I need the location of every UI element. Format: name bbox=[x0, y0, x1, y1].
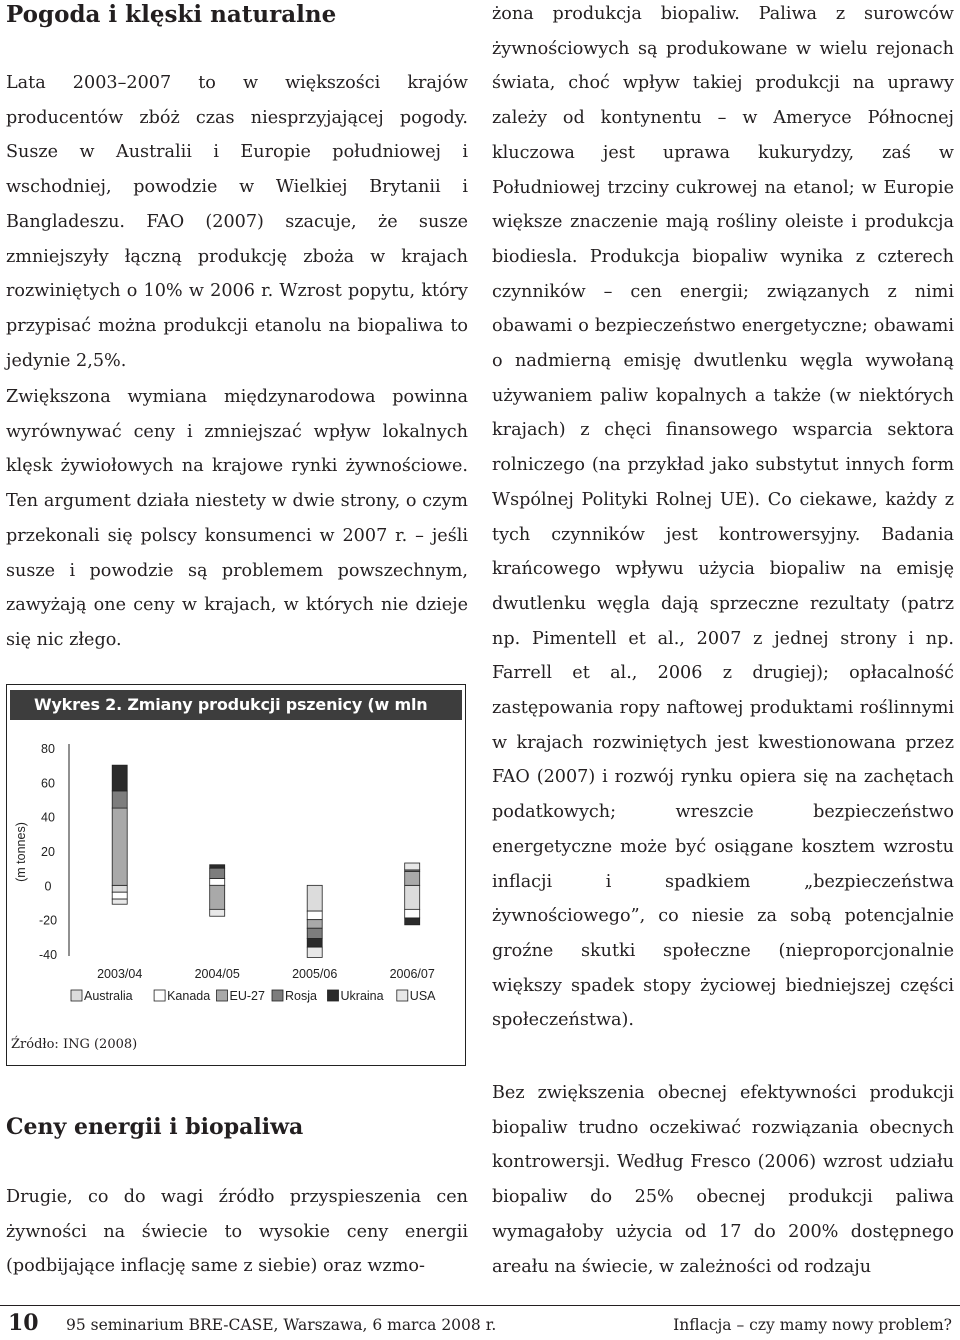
page-number: 10 bbox=[8, 1310, 39, 1336]
bar-segment bbox=[210, 885, 225, 909]
right-paragraph-2: Bez zwiększenia obecnej efektywności produkcji biopaliw trudno oczekiwać rozwiązania obecnych kontrowersji. Według Fresco (2006) wzrost udziału biopaliw do 25% obecnej produkcji paliwa wymagałoby użycia od 17 do 200% dostępnego areału na świecie, w zależności od rodzaju bbox=[492, 1083, 954, 1277]
bar-segment bbox=[307, 947, 322, 957]
bar-segment bbox=[307, 920, 322, 929]
bar-segment bbox=[405, 885, 420, 909]
bar-segment bbox=[210, 865, 225, 868]
bar-segment bbox=[405, 909, 420, 918]
footer-title: Inflacja – czy mamy nowy problem? bbox=[673, 1316, 952, 1334]
bar-segment bbox=[307, 939, 322, 948]
bar-segment bbox=[307, 885, 322, 911]
x-tick-label: 2004/05 bbox=[194, 967, 240, 981]
bar-segment bbox=[112, 899, 127, 904]
x-tick-label: 2006/07 bbox=[389, 967, 435, 981]
bar-segment bbox=[112, 885, 127, 892]
y-tick-label: 40 bbox=[41, 810, 55, 825]
y-tick-label: 60 bbox=[41, 776, 55, 791]
chart-plot bbox=[7, 685, 465, 1065]
legend-swatch bbox=[328, 990, 339, 1001]
x-tick-label: 2005/06 bbox=[292, 967, 338, 981]
y-tick-label: 0 bbox=[44, 879, 52, 894]
left-paragraph-2: Zwiększona wymiana międzynarodowa powinna wyrównywać ceny i zmniejszać wpływ lokalnych klęsk żywiołowych na krajowe rynki żywnościowe. Ten argument działa niestety w dwie strony, o czym przekonali się polscy konsumenci w 2007 r. – jeśli susze i powodzie są problemem powszechnym, zawyżają one ceny w krajach, w których nie dzieje się nic złego. bbox=[6, 387, 468, 650]
chart-title: Wykres 2. Zmiany produkcji pszenicy (w mln ton) bbox=[10, 690, 462, 720]
bar-segment bbox=[210, 909, 225, 916]
section-heading-energy: Ceny energii i biopaliwa bbox=[6, 1114, 304, 1140]
legend-label: Kanada bbox=[167, 989, 211, 1003]
section-heading-weather: Pogoda i klęski naturalne bbox=[6, 1, 337, 28]
y-tick-label: 20 bbox=[41, 845, 55, 859]
x-tick-label: 2003/04 bbox=[97, 967, 143, 981]
chart-source: Źródło: ING (2008) bbox=[11, 1037, 138, 1052]
bar-segment bbox=[112, 808, 127, 885]
legend-label: USA bbox=[409, 989, 436, 1003]
legend-swatch bbox=[397, 990, 408, 1001]
footer-divider bbox=[0, 1305, 960, 1306]
footer-event: 95 seminarium BRE-CASE, Warszawa, 6 marca 2008 r. bbox=[66, 1316, 497, 1334]
y-tick-label: 80 bbox=[41, 742, 55, 756]
legend-swatch bbox=[217, 990, 228, 1001]
y-tick-label: -40 bbox=[38, 948, 58, 962]
legend-swatch bbox=[154, 990, 165, 1001]
bar-segment bbox=[210, 868, 225, 878]
legend-swatch bbox=[272, 990, 283, 1001]
legend-label: Rosja bbox=[285, 989, 317, 1003]
bar-segment bbox=[307, 911, 322, 920]
legend-label: Ukraina bbox=[340, 989, 384, 1003]
right-paragraph-1: żona produkcja biopaliw. Paliwa z surowców żywnościowych są produkowane w wielu rejonach świata, choć wpływ takiej produkcji na uprawy zależy od kontynentu – w Ameryce Północnej kluczowa jest uprawa kukurydzy, zaś w Południowej trzciny cukrowej na etanol; w Europie większe znaczenie mają rośliny oleiste i produkcja biodiesla. Produkcja biopaliw wynika z czterech czynników – cen energii; związanych z nimi obawami o bezpieczeństwo energetyczne; obawami o nadmierną emisję dwutlenku węgla wywołaną używaniem paliw kopalnych a także (w niektórych krajach) z chęci finansowego wsparcia sektora rolniczego (na przykład jako substytut innych form Wspólnej Polityki Rolnej UE). Co ciekawe, każdy z tych czynników jest kontrowersyjny. Badania krańcowego wpływu użycia biopaliw na emisję dwutlenku węgla dają sprzeczne rezultaty (patrz np. Pimentell et al., 2007 z jednej strony i np. Farrell et al., 2006 z drugiej); opłacalność zastępowania ropy naftowej produktami roślinnymi w krajach rozwiniętych jest kwestionowana przez FAO (2007) i rozwój rynku opiera się na zachętach podatkowych; wreszcie bezpieczeństwo energetyczne może być osiągane kosztem wzrostu inflacji i spadkiem „bezpieczeństwa żywnościowego”, co niesie za sobą potencjalnie groźne skutki społeczne (nieproporcjonalnie większy spadek stopy życiowej biedniejszej części społeczeństwa). bbox=[492, 4, 954, 1031]
y-tick-label: -20 bbox=[38, 913, 58, 928]
bar-segment bbox=[307, 928, 322, 938]
legend-label: Australia bbox=[84, 989, 133, 1003]
bar-segment bbox=[112, 791, 127, 808]
bar-segment bbox=[112, 892, 127, 899]
left-paragraph-3: Drugie, co do wagi źródło przyspieszenia cen żywności na świecie to wysokie ceny energii (podbijające inflację same z siebie) oraz wzmo- bbox=[6, 1187, 468, 1277]
bar-segment bbox=[405, 872, 420, 886]
legend-swatch bbox=[71, 990, 82, 1001]
bar-segment bbox=[405, 918, 420, 925]
y-axis-label: (m tonnes) bbox=[14, 822, 28, 882]
bar-segment bbox=[210, 878, 225, 885]
legend-label: EU-27 bbox=[229, 989, 265, 1003]
left-paragraph-1: Lata 2003–2007 to w większości krajów producentów zbóż czas niesprzyjającej pogody. Susze w Australii i Europie południowej i wschodniej, powodzie w Wielkiej Brytanii i Bangladeszu. FAO (2007) szacuje, że susze zmniejszyły łączną produkcję zboża w krajach rozwiniętych o 10% w 2006 r. Wzrost popytu, który przypisać można produkcji etanolu na biopaliwa to jedynie 2,5%. bbox=[6, 73, 468, 371]
bar-segment bbox=[405, 863, 420, 870]
bar-segment bbox=[112, 765, 127, 791]
chart-figure bbox=[6, 684, 466, 1066]
